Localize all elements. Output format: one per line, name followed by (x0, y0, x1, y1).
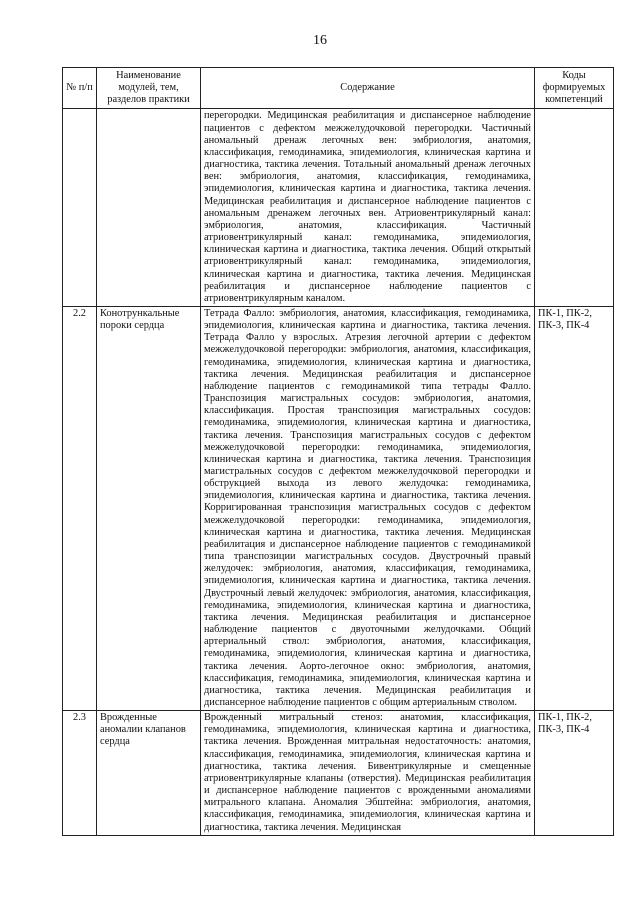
header-content: Содержание (201, 68, 535, 109)
header-name: Наименование модулей, тем, разделов практики (97, 68, 201, 109)
row-content: Врожденный митральный стеноз: анатомия, классификация, гемодинамика, эпидемиология, клиническая картина и диагностика, тактика лечения. Врожденная митральная недостаточность: анатомия, классификация, гемодинамика, эпидемиология, клиническая картина и диагностика, тактика лечения. Бивентрикулярные и смещенные атриовентрикулярные клапаны (отверстия). Медицинская реабилитация и диспансерное наблюдение пациентов с врожденными аномалиями митрального клапана. Аномалия Эбштейна: эмбриология, анатомия, классификация, гемодинамика, эпидемиология, клиническая картина и диагностика, тактика лечения. Медицинская (201, 711, 535, 836)
row-name: Врожденные аномалии клапанов сердца (97, 711, 201, 836)
curriculum-table (62, 67, 614, 836)
row-num (63, 109, 97, 307)
row-codes: ПК-1, ПК-2, ПК-3, ПК-4 (535, 306, 614, 710)
header-num: № п/п (63, 68, 97, 109)
row-num: 2.3 (63, 711, 97, 836)
table-row (63, 306, 614, 710)
row-num: 2.2 (63, 306, 97, 710)
row-content: перегородки. Медицинская реабилитация и диспансерное наблюдение пациентов с дефектом межжелудочковой перегородки. Частичный аномальный дренаж легочных вен: эмбриология, анатомия, классификация, гемодинамика, эпидемиология, клиническая картина и диагностика, тактика лечения. Тотальный аномальный дренаж легочных вен: эмбриология, анатомия, классификация, гемодинамика, эпидемиология, клиническая картина и диагностика, тактика лечения. Медицинская реабилитация и диспансерное наблюдение пациентов с аномальным дренажем легочных вен. Атриовентрикулярный канал: эмбриология, анатомия, классификация. Частичный атриовентрикулярный канал: гемодинамика, эпидемиология, клиническая картина и диагностика, тактика лечения. Общий открытый атриовентрикулярный канал: гемодинамика, эпидемиология, клиническая картина и диагностика, тактика лечения. Медицинская реабилитация и диспансерное наблюдение пациентов с атриовентрикулярным каналом. (201, 109, 535, 307)
row-name: Конотрункальные пороки сердца (97, 306, 201, 710)
table-row (63, 109, 614, 307)
table-header-row (63, 68, 614, 109)
row-name (97, 109, 201, 307)
row-content: Тетрада Фалло: эмбриология, анатомия, классификация, гемодинамика, эпидемиология, клиническая картина и диагностика, тактика лечения. Тетрада Фалло у взрослых. Атрезия легочной артерии с дефектом межжелудочковой перегородки: эмбриология, анатомия, классификация, гемодинамика, эпидемиология, клиническая картина и диагностика, тактика лечения. Медицинская реабилитация и диспансерное наблюдение пациентов с гемодинамикой типа тетрады Фалло. Транспозиция магистральных сосудов: эмбриология, анатомия, классификация. Простая транспозиция магистральных сосудов: гемодинамика, эпидемиология, клиническая картина и диагностика, тактика лечения. Транспозиция магистральных сосудов с дефектом межжелудочковой перегородки: гемодинамика, эпидемиология, клиническая картина и диагностика, тактика лечения. Транспозиция магистральных сосудов с дефектом межжелудочковой перегородки и обструкцией выхода из левого желудочка: гемодинамика, эпидемиология, клиническая картина и диагностика, тактика лечения. Корригированная транспозиция магистральных сосудов с дефектом межжелудочковой перегородки: гемодинамика, эпидемиология, клиническая картина и диагностика, тактика лечения. Медицинская реабилитация и диспансерное наблюдение пациентов с гемодинамикой типа транспозиции магистральных сосудов. Двустрочный правый желудочек: эмбриология, анатомия, классификация, гемодинамика, эпидемиология, клиническая картина и диагностика, тактика лечения. Двустрочный левый желудочек: эмбриология, анатомия, классификация, гемодинамика, эпидемиология, клиническая картина и диагностика, тактика лечения. Медицинская реабилитация и диспансерное наблюдение пациентов с двуоточными желудочками. Общий артериальный ствол: эмбриология, анатомия, классификация, гемодинамика, эпидемиология, клиническая картина и диагностика, тактика лечения. Аорто-легочное окно: эмбриология, анатомия, классификация, гемодинамика, эпидемиология, клиническая картина и диагностика, тактика лечения. Медицинская реабилитация и диспансерное наблюдение пациентов с общим артериальным стволом. (201, 306, 535, 710)
row-codes: ПК-1, ПК-2, ПК-3, ПК-4 (535, 711, 614, 836)
header-codes: Коды формируемых компетенций (535, 68, 614, 109)
row-codes (535, 109, 614, 307)
page-number: 16 (313, 33, 327, 48)
table-row (63, 711, 614, 836)
